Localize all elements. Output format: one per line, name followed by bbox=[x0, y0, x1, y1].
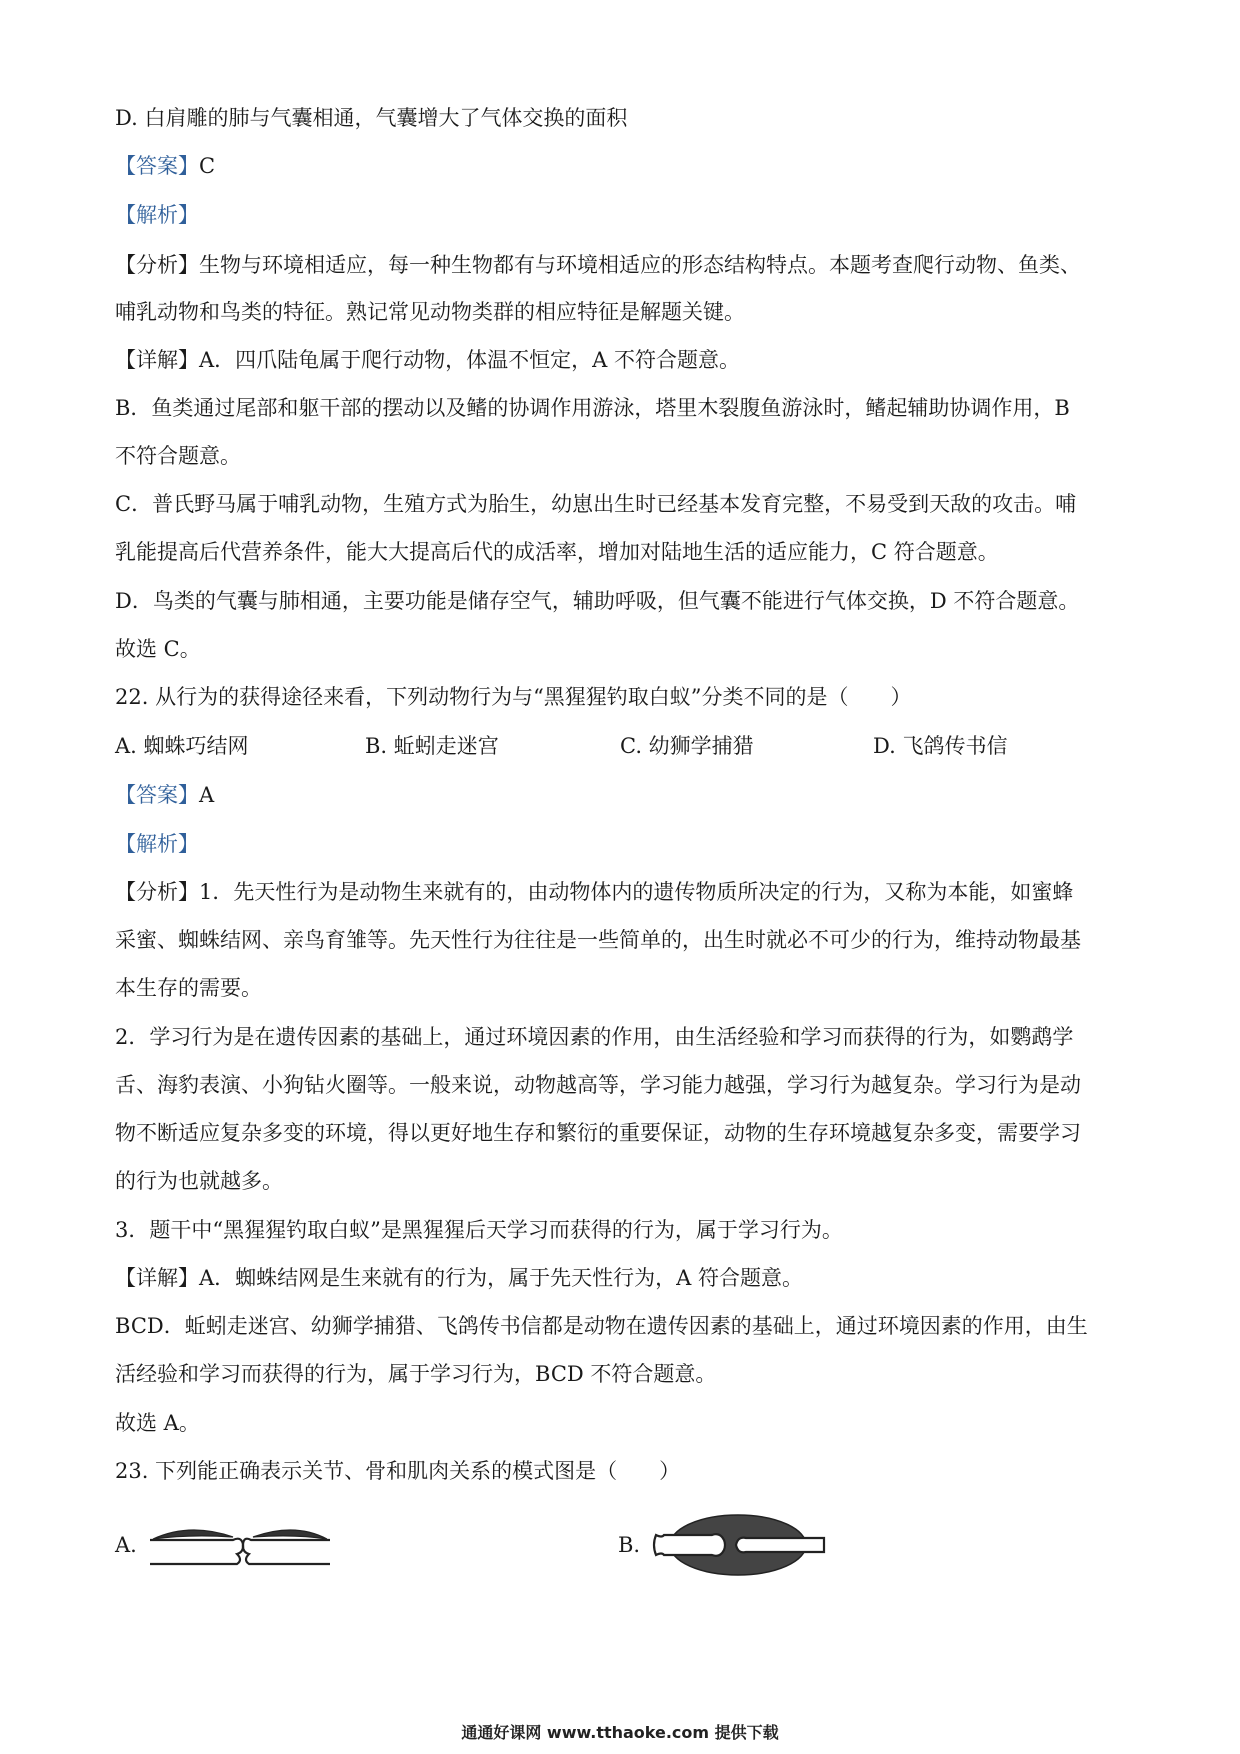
q22-answer bbox=[115, 780, 214, 810]
q22-option-b: B. 蚯蚓走迷宫 bbox=[365, 734, 499, 758]
fenxi-text: 生物与环境相适应，每一种生物都有与环境相适应的形态结构特点。本题考查爬行动物、鱼类、 bbox=[199, 253, 1081, 277]
xiangjie-tag: 【详解】 bbox=[115, 1266, 199, 1290]
q21-conclusion: 故选 C。 bbox=[115, 637, 201, 661]
q21-answer bbox=[115, 151, 215, 181]
q23-figure-b bbox=[650, 1500, 830, 1590]
q22-conclusion: 故选 A。 bbox=[115, 1411, 200, 1435]
q21-detail-c2: 乳能提高后代营养条件，能大大提高后代的成活率，增加对陆地生活的适应能力，C 符合题意。 bbox=[115, 540, 999, 564]
q21-fenxi-2: 哺乳动物和鸟类的特征。熟记常见动物类群的相应特征是解题关键。 bbox=[115, 300, 745, 324]
q22-detail-bcd2: 活经验和学习而获得的行为，属于学习行为，BCD 不符合题意。 bbox=[115, 1362, 717, 1386]
q22-analysis-tag: 【解析】 bbox=[115, 832, 199, 856]
q22-p1-3: 本生存的需要。 bbox=[115, 976, 262, 1000]
q23-label-b: B. bbox=[618, 1533, 641, 1557]
q21-analysis-tag: 【解析】 bbox=[115, 203, 199, 227]
answer-value: A bbox=[199, 783, 215, 807]
q23-label-a: A. bbox=[115, 1533, 137, 1557]
answer-value: C bbox=[199, 154, 216, 178]
q22-option-c: C. 幼狮学捕猎 bbox=[620, 734, 754, 758]
q23-stem: 23. 下列能正确表示关节、骨和肌肉关系的模式图是（ ） bbox=[115, 1459, 681, 1483]
q22-p1-1 bbox=[115, 877, 1073, 907]
q21-option-d: D. 白肩雕的肺与气囊相通，气囊增大了气体交换的面积 bbox=[115, 106, 628, 130]
q22-detail-bcd1: BCD．蚯蚓走迷宫、幼狮学捕猎、飞鸽传书信都是动物在遗传因素的基础上，通过环境因素的作用，由生 bbox=[115, 1314, 1088, 1338]
q21-detail-b1: B．鱼类通过尾部和躯干部的摆动以及鳍的协调作用游泳，塔里木裂腹鱼游泳时，鳍起辅助协调作用，B bbox=[115, 396, 1070, 420]
fenxi-tag: 【分析】 bbox=[115, 253, 199, 277]
q23-figure-a bbox=[145, 1512, 335, 1578]
fenxi-tag: 【分析】 bbox=[115, 880, 199, 904]
q22-p2-4: 的行为也就越多。 bbox=[115, 1169, 283, 1193]
footer: 通通好课网 www.tthaoke.com 提供下载 bbox=[461, 1723, 779, 1742]
xiangjie-tag: 【详解】 bbox=[115, 348, 199, 372]
q22-option-a: A. 蜘蛛巧结网 bbox=[115, 734, 249, 758]
detail-a-text: A．四爪陆龟属于爬行动物，体温不恒定，A 不符合题意。 bbox=[199, 348, 741, 372]
q22-stem: 22. 从行为的获得途径来看，下列动物行为与“黑猩猩钓取白蚁”分类不同的是（ ） bbox=[115, 685, 912, 709]
q22-p1-2: 采蜜、蜘蛛结网、亲鸟育雏等。先天性行为往往是一些简单的，出生时就必不可少的行为，维持动物最基 bbox=[115, 928, 1081, 952]
q22-p2-1: 2．学习行为是在遗传因素的基础上，通过环境因素的作用，由生活经验和学习而获得的行为，如鹦鹉学 bbox=[115, 1025, 1074, 1049]
q21-detail-b2: 不符合题意。 bbox=[115, 444, 241, 468]
q21-detail-c1: C．普氏野马属于哺乳动物，生殖方式为胎生，幼崽出生时已经基本发育完整，不易受到天敌的攻击。哺 bbox=[115, 492, 1077, 516]
q21-detail-a bbox=[115, 345, 740, 375]
q22-p2-2: 舌、海豹表演、小狗钻火圈等。一般来说，动物越高等，学习能力越强，学习行为越复杂。学习行为是动 bbox=[115, 1073, 1081, 1097]
q21-detail-d: D．鸟类的气囊与肺相通，主要功能是储存空气，辅助呼吸，但气囊不能进行气体交换，D 不符合题意。 bbox=[115, 589, 1080, 613]
q21-fenxi-1 bbox=[115, 250, 1081, 280]
answer-tag: 【答案】 bbox=[115, 154, 199, 178]
answer-tag: 【答案】 bbox=[115, 783, 199, 807]
q22-p2-3: 物不断适应复杂多变的环境，得以更好地生存和繁衍的重要保证，动物的生存环境越复杂多变，需要学习 bbox=[115, 1121, 1081, 1145]
fenxi-text: 1．先天性行为是动物生来就有的，由动物体内的遗传物质所决定的行为，又称为本能，如蜜蜂 bbox=[199, 880, 1074, 904]
detail-a-text: A．蜘蛛结网是生来就有的行为，属于先天性行为，A 符合题意。 bbox=[199, 1266, 804, 1290]
q22-p3: 3．题干中“黑猩猩钓取白蚁”是黑猩猩后天学习而获得的行为，属于学习行为。 bbox=[115, 1218, 843, 1242]
q22-detail-a bbox=[115, 1263, 803, 1293]
q22-option-d: D. 飞鸽传书信 bbox=[873, 734, 1008, 758]
